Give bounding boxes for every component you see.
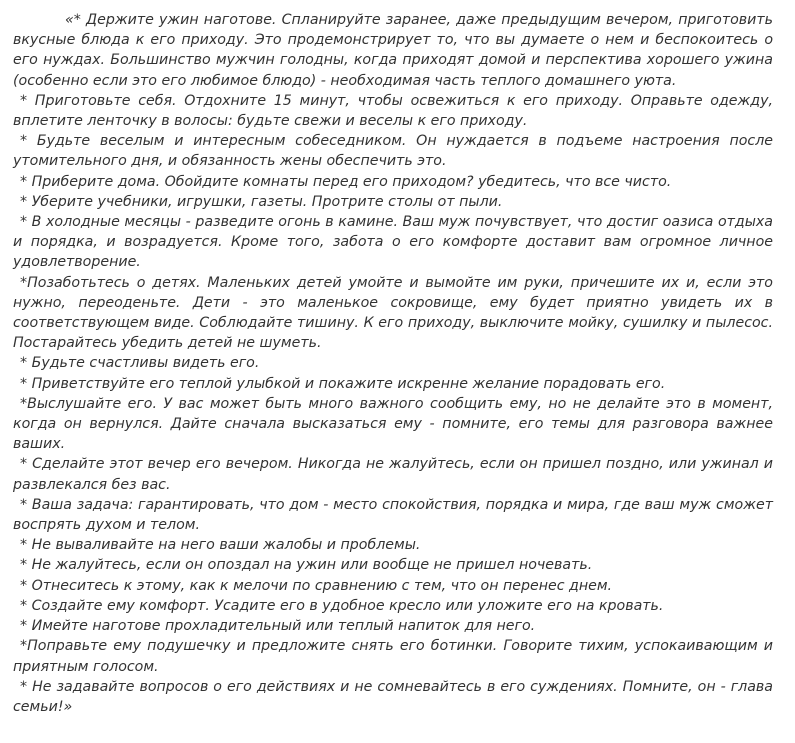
paragraph-tidy-home: * Приберите дома. Обойдите комнаты перед его приходом? убедитесь, что все чисто. — [20, 173, 672, 190]
paragraph-drink: * Имейте наготове прохладительный или теплый напиток для него. — [20, 618, 536, 635]
paragraph-greet: * Приветствуйте его теплой улыбкой и покажите искренне желание порадовать его. — [20, 375, 666, 392]
paragraph-no-questions: * Не задавайте вопросов о его действиях и не сомневайтесь в его суждениях. Помните, он - глава семьи!» — [13, 678, 773, 715]
paragraph-trifle: * Отнеситесь к этому, как к мелочи по сравнению с тем, что он перенес днем. — [20, 577, 613, 594]
paragraph-listen: *Выслушайте его. У вас может быть много важного сообщить ему, но не делайте это в момент, когда он вернулся. Дайте сначала высказаться ему - помните, его темы для разговора важнее ваших. — [13, 395, 773, 453]
paragraph-pillow: *Поправьте ему подушечку и предложите снять его ботинки. Говорите тихим, успокаивающим и приятным голосом. — [13, 638, 773, 675]
paragraph-fireplace: * В холодные месяцы - разведите огонь в камине. Ваш муж почувствует, что достиг оазиса отдыха и порядка, и возрадуется. Кроме того, забота о его комфорте доставит вам огромное личное удовлетворение. — [13, 214, 773, 271]
paragraph-late: * Не жалуйтесь, если он опоздал на ужин или вообще не пришел ночевать. — [20, 557, 593, 574]
paragraph-his-evening: * Сделайте этот вечер его вечером. Никогда не жалуйтесь, если он пришел поздно, или ужинал и развлекался без вас. — [13, 456, 773, 493]
paragraph-no-complaints: * Не вываливайте на него ваши жалобы и проблемы. — [20, 537, 421, 554]
paragraph-be-happy: * Будьте счастливы видеть его. — [20, 355, 260, 372]
paragraph-your-task: * Ваша задача: гарантировать, что дом - место спокойствия, порядка и мира, где ваш муж сможет воспрять духом и телом. — [13, 496, 773, 534]
paragraph-put-away: * Уберите учебники, игрушки, газеты. Протрите столы от пыли. — [20, 193, 503, 210]
paragraph-be-cheerful: * Будьте веселым и интересным собеседником. Он нуждается в подъеме настроения после утомительного дня, и обязанность жены обеспечить это. — [13, 133, 773, 170]
paragraph-prepare-yourself: * Приготовьте себя. Отдохните 15 минут, чтобы освежиться к его приходу. Оправьте одежду, вплетите ленточку в волосы: будьте свежи и веселы к его приходу. — [13, 92, 773, 130]
paragraph-children: *Позаботьтесь о детях. Маленьких детей умойте и вымойте им руки, причешите их и, если это нужно, переоденьте. Дети - это маленькое сокровище, ему будет приятно увидеть их в соответствующем виде. Соблюдайте тишину. К его приходу, выключите мойку, сушилку и пылесос. Постарайтесь убедить детей не шуметь. — [13, 274, 773, 352]
paragraph-intro: «* Держите ужин наготове. Спланируйте заранее, даже предыдущим вечером, приготовить вкусные блюда к его приходу. Это продемонстрирует то, что вы думаете о нем и беспокоитесь о его нуждах. Большинство мужчин голодны, когда приходят домой и перспектива хорошего ужина (особенно если это его любимое блюдо) - необходимая часть теплого домашнего уюта. — [13, 12, 773, 89]
paragraph-comfort: * Создайте ему комфорт. Усадите его в удобное кресло или уложите его на кровать. — [20, 597, 664, 614]
